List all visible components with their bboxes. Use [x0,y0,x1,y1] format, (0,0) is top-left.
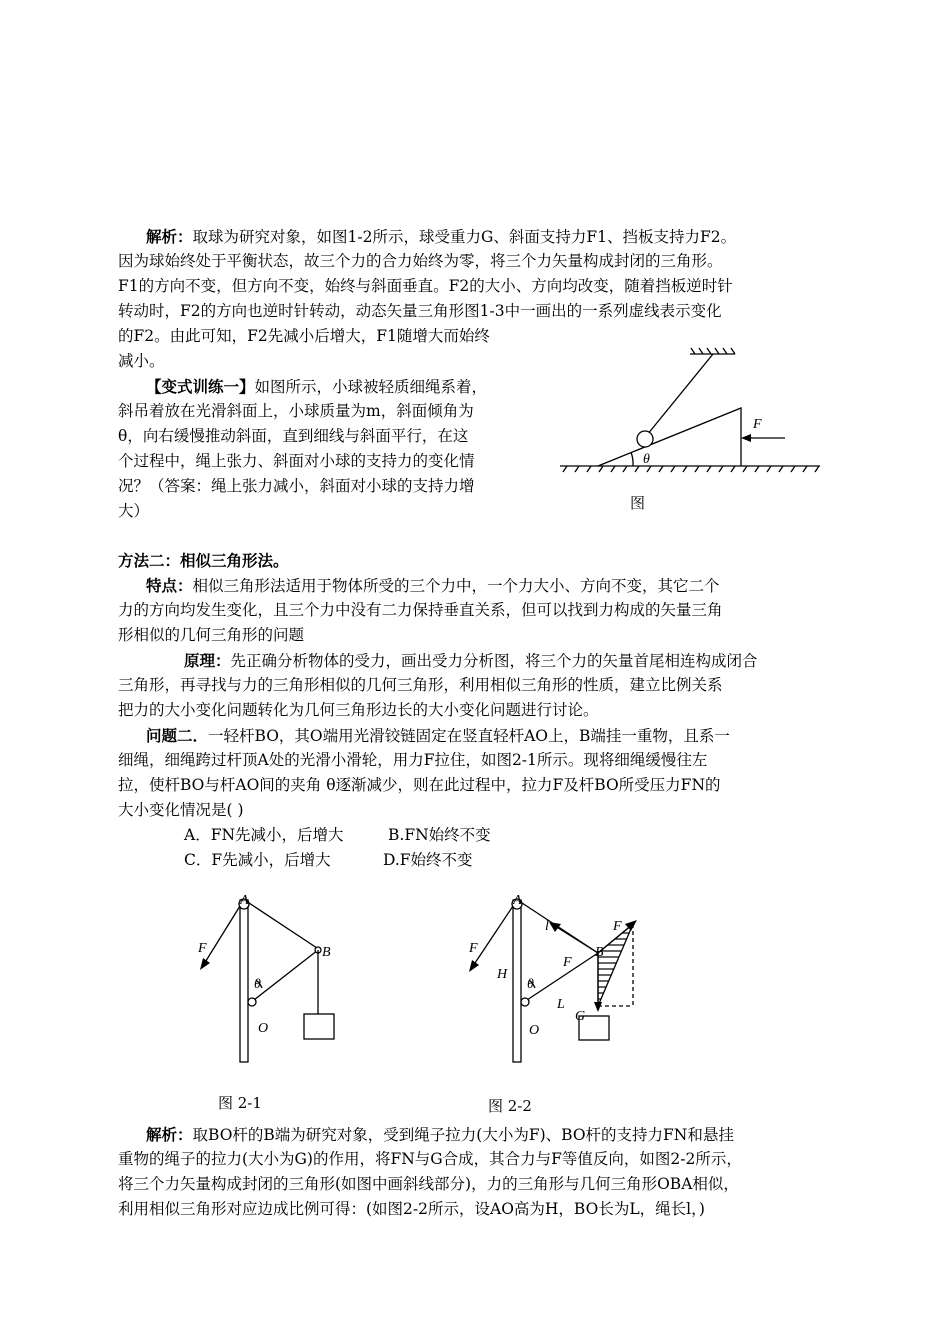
feature-line3: 形相似的几何三角形的问题 [118,626,305,644]
method2-title: 方法二：相似三角形法。 [118,551,289,570]
option-c: C．F先减小，后增大 [184,851,331,869]
fig21-label-F: F [198,941,207,956]
problem2-line2: 细绳，细绳跨过杆顶A处的光滑小滑轮，用力F拉住，如图2-1所示。现将细绳缓慢往左 [118,751,708,769]
fig22-label-theta: θ [527,977,534,992]
para1-line1: 解析：取球为研究对象，如图1-2所示，球受重力G、斜面支持力F1、挡板支持力F2。 [146,227,737,246]
incline-figure-caption: 图 [630,494,646,512]
fig22-label-l: l [545,919,549,934]
para1-line6: 减小。 [118,352,165,370]
fig21-label-O: O [258,1021,269,1036]
option-a: A．FN先减小，后增大 [184,826,344,844]
para1-line2: 因为球始终处于平衡状态，故三个力的合力始终为零，将三个力矢量构成封闭的三角形。 [118,252,723,270]
figure-2-1 [190,888,350,1073]
analysis2-line4: 利用相似三角形对应边成比例可得：(如图2-2所示，设AO高为H，BO长为L，绳长l，) [118,1200,705,1218]
fig22-label-A: A [513,893,522,908]
fig22-label-H: H [497,967,508,982]
analysis2-line2: 重物的绳子的拉力(大小为G)的作用，将FN与G合成，其合力与F等值反向，如图2-2所示， [118,1150,742,1168]
fig21-label-B: B [322,945,331,960]
principle-line1: 原理：先正确分析物体的受力，画出受力分析图，将三个力的矢量首尾相连构成闭合 [184,651,758,670]
problem2-line3: 拉，使杆BO与杆AO间的夹角 θ逐渐减少，则在此过程中，拉力F及杆BO所受压力FN的 [118,776,721,794]
option-b: B.FN始终不变 [388,826,491,844]
problem2-label: 问题二． [146,726,209,745]
para1-line4: 转动时，F2的方向也逆时针转动，动态矢量三角形图1-3中一画出的一系列虚线表示变化 [118,302,722,320]
variant-line2: 斜吊着放在光滑斜面上，小球质量为m，斜面倾角为 [118,402,474,420]
fig21-label-theta: θ [254,977,261,992]
analysis2-line3: 将三个力矢量构成封闭的三角形(如图中画斜线部分)，力的三角形与几何三角形OBA相似， [118,1175,739,1193]
problem2-line1: 问题二．一轻杆BO，其O端用光滑铰链固定在竖直轻杆AO上，B端挂一重物，且系一 [146,726,730,745]
variant-label: 【变式训练一】 [146,377,255,396]
feature-line1: 特点：相似三角形法适用于物体所受的三个力中，一个力大小、方向不变，其它二个 [146,576,720,595]
analysis-label: 解析： [146,227,193,246]
variant-line1: 【变式训练一】如图所示，小球被轻质细绳系着， [146,377,488,396]
fig22-label-L: L [557,997,565,1012]
para1-line5: 的F2。由此可知，F2先减小后增大，F1随增大而始终 [118,327,490,345]
fig22-label-G: G [575,1009,586,1024]
analysis2-label: 解析： [146,1125,193,1144]
option-d: D.F始终不变 [383,851,473,869]
fig22-label-O: O [529,1023,540,1038]
fig22-label-F-left: F [469,941,478,956]
variant-line4: 个过程中，绳上张力、斜面对小球的支持力的变化情 [118,452,475,470]
analysis2-line1: 解析：取BO杆的B端为研究对象，受到绳子拉力(大小为F)、BO杆的支持力FN和悬挂 [146,1125,734,1144]
incline-angle-label: θ [643,452,650,467]
figure-2-2 [465,888,665,1073]
para1-line3: F1的方向不变，但方向不变，始终与斜面垂直。F2的大小、方向均改变，随着挡板逆时针 [118,277,733,295]
feature-label: 特点： [146,576,193,595]
fig22-label-F-mid: F [563,955,572,970]
variant-line3: θ，向右缓慢推动斜面，直到细线与斜面平行，在这 [118,427,469,445]
principle-line2: 三角形，再寻找与力的三角形相似的几何三角形，利用相似三角形的性质，建立比例关系 [118,676,723,694]
fig22-label-FN: F [613,919,622,934]
incline-figure [555,340,825,480]
figure-2-2-caption: 图 2-2 [488,1097,532,1115]
incline-force-label: F [753,417,762,432]
variant-line5: 况？（答案：绳上张力减小，斜面对小球的支持力增 [118,477,475,495]
problem2-line4: 大小变化情况是( ) [118,801,244,819]
fig21-label-A: A [240,893,249,908]
variant-line6: 大） [118,502,150,520]
figure-2-1-caption: 图 2-1 [218,1094,262,1112]
feature-line2: 力的方向均发生变化，且三个力中没有二力保持垂直关系，但可以找到力构成的矢量三角 [118,601,723,619]
fig22-label-B: B [595,945,604,960]
principle-label: 原理： [184,651,231,670]
principle-line3: 把力的大小变化问题转化为几何三角形边长的大小变化问题进行讨论。 [118,701,599,719]
